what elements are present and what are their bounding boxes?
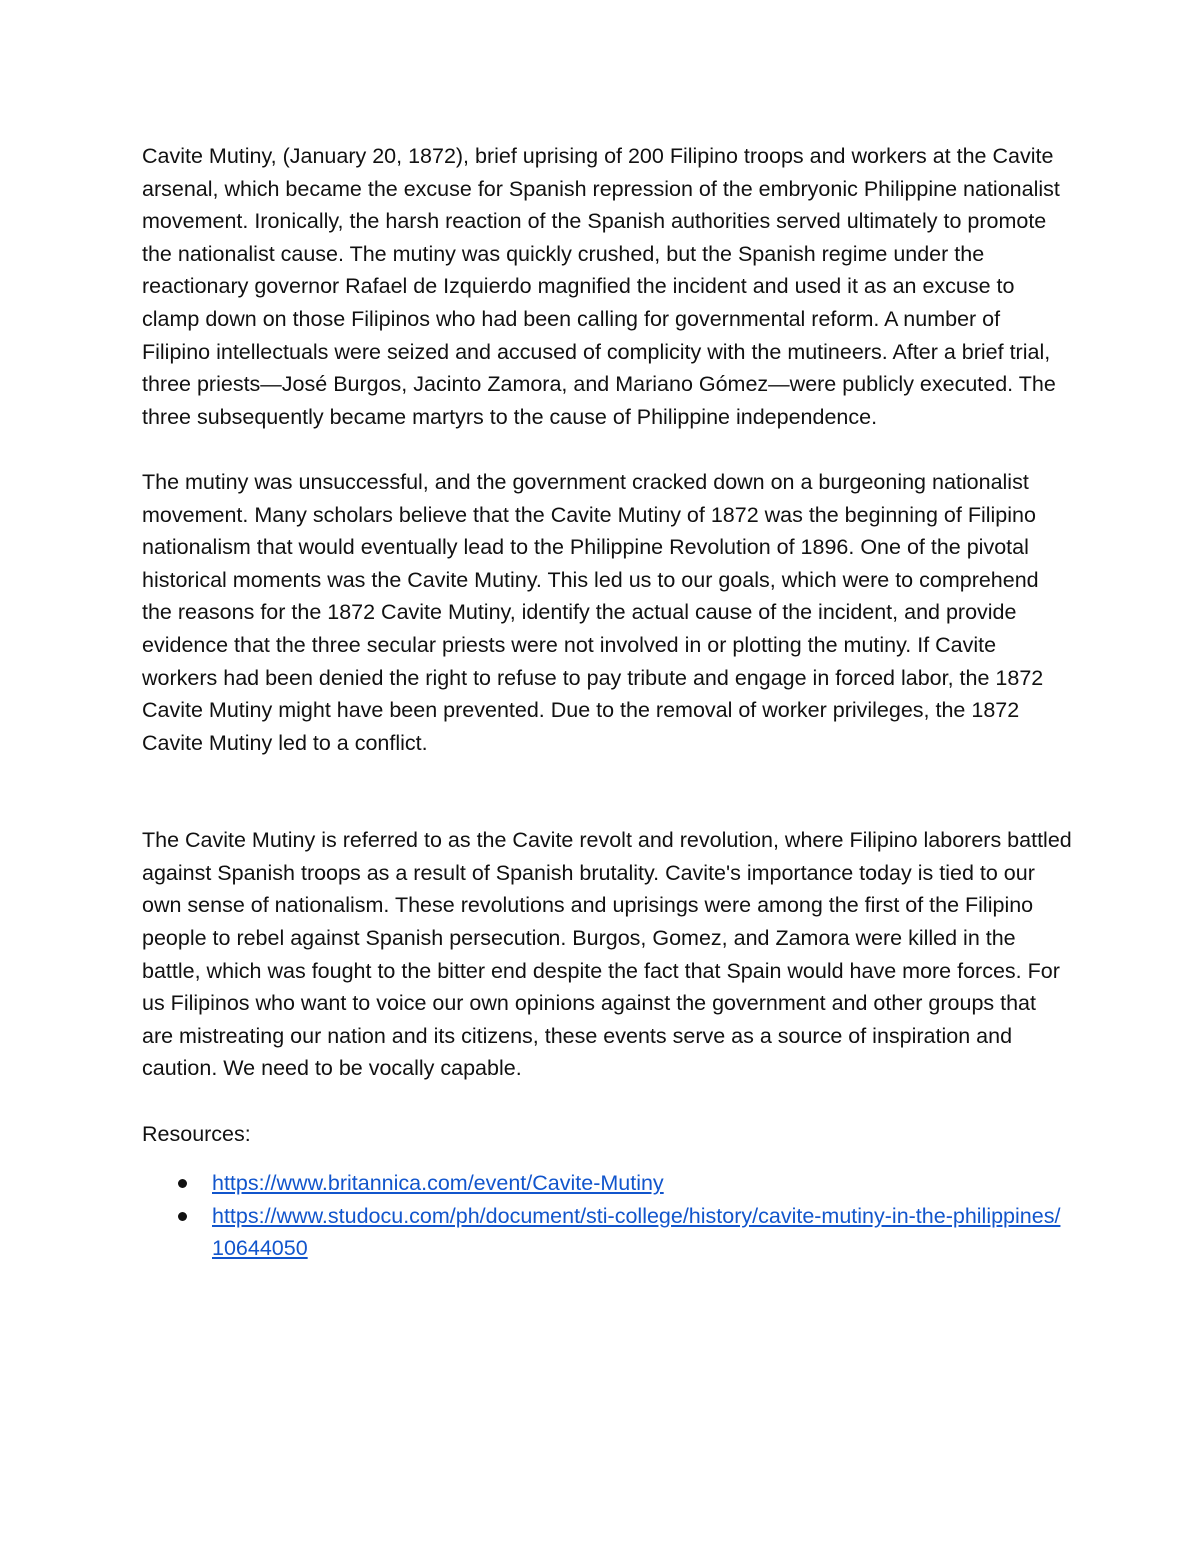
paragraph-significance: The Cavite Mutiny is referred to as the Cavite revolt and revolution, where Filipino laborers battled against Spanish troops as a result of Spanish brutality. Cavite's importance today is tied to our own sense of nationalism. These revolutions and uprisings were among the first of the Filipino people to rebel against Spanish persecution. Burgos, Gomez, and Zamora were killed in the battle, which was fought to the bitter end despite the fact that Spain would have more forces. For us Filipinos who want to voice our own opinions against the government and other groups that are mistreating our nation and its citizens, these events serve as a source of inspiration and caution. We need to be vocally capable. [142,828,1072,1081]
document-page [142,140,1072,1265]
list-item [142,1167,1072,1200]
bullet-icon [178,1212,187,1221]
resources-heading: Resources: [142,1121,251,1146]
paragraph-analysis: The mutiny was unsuccessful, and the government cracked down on a burgeoning nationalist movement. Many scholars believe that the Cavite Mutiny of 1872 was the beginning of Filipino nationalism that would eventually lead to the Philippine Revolution of 1896. One of the pivotal historical moments was the Cavite Mutiny. This led us to our goals, which were to comprehend the reasons for the 1872 Cavite Mutiny, identify the actual cause of the incident, and provide evidence that the three secular priests were not involved in or plotting the mutiny. If Cavite workers had been denied the right to refuse to pay tribute and engage in forced labor, the 1872 Cavite Mutiny might have been prevented. Due to the removal of worker privileges, the 1872 Cavite Mutiny led to a conflict. [142,469,1044,755]
resources-list [142,1167,1072,1265]
paragraph-intro: Cavite Mutiny, (January 20, 1872), brief uprising of 200 Filipino troops and workers at the Cavite arsenal, which became the excuse for Spanish repression of the embryonic Philippine nationalist movement. Ironically, the harsh reaction of the Spanish authorities served ultimately to promote the nationalist cause. The mutiny was quickly crushed, but the Spanish regime under the reactionary governor Rafael de Izquierdo magnified the incident and used it as an excuse to clamp down on those Filipinos who had been calling for governmental reform. A number of Filipino intellectuals were seized and accused of complicity with the mutineers. After a brief trial, three priests—José Burgos, Jacinto Zamora, and Mariano Gómez—were publicly executed. The three subsequently became martyrs to the cause of Philippine independence. [142,144,1060,429]
resource-link-britannica[interactable]: https://www.britannica.com/event/Cavite-Mutiny [212,1171,664,1196]
resource-link-studocu[interactable]: https://www.studocu.com/ph/document/sti-college/history/cavite-mutiny-in-the-philippines/10644050 [212,1203,1061,1261]
list-item [142,1200,1072,1265]
bullet-icon [178,1179,187,1188]
